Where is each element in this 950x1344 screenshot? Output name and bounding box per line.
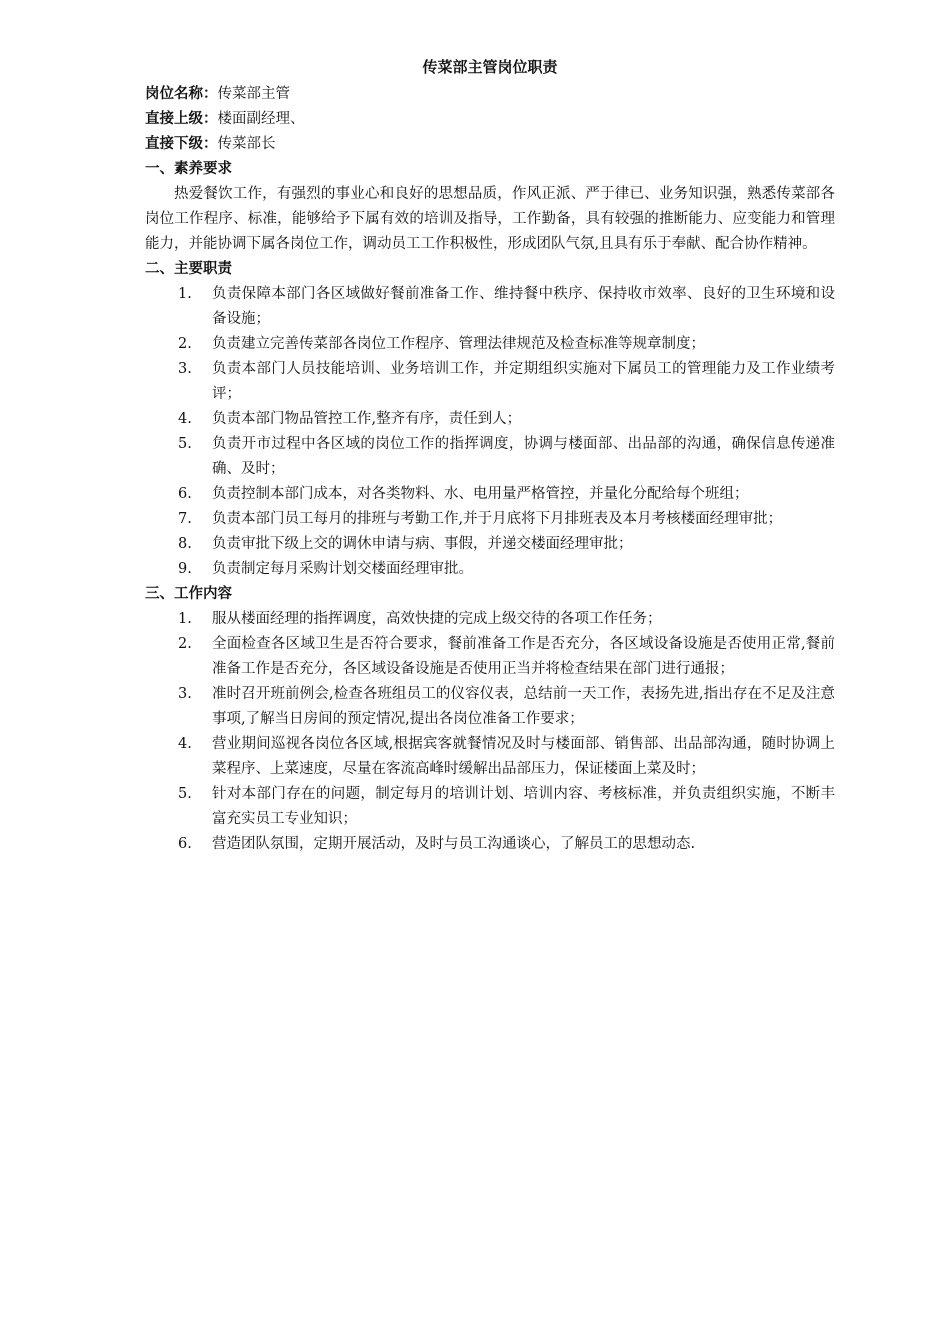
- item-number: 7.: [178, 511, 192, 527]
- meta-direct-subordinate: [145, 132, 835, 157]
- meta-label: 直接下级：: [145, 136, 218, 152]
- list-item: [145, 682, 835, 732]
- responsibilities-list: [145, 282, 835, 582]
- list-item: [145, 557, 835, 582]
- item-number: 4.: [178, 736, 192, 752]
- list-item: [145, 357, 835, 407]
- list-item: [145, 282, 835, 332]
- item-number: 8.: [178, 536, 192, 552]
- item-number: 3.: [178, 686, 192, 702]
- section-heading-work-content: 三、工作内容: [145, 586, 232, 602]
- item-text: 全面检查各区域卫生是否符合要求，餐前准备工作是否充分，各区域设备设施是否使用正常,餐前准备工作是否充分，各区域设备设施是否使用正当并将检查结果在部门进行通报；: [212, 636, 835, 677]
- meta-position-name: [145, 82, 835, 107]
- item-text: 负责制定每月采购计划交楼面经理审批。: [212, 561, 473, 577]
- item-text: 负责本部门人员技能培训、业务培训工作，并定期组织实施对下属员工的管理能力及工作业绩考评；: [212, 361, 835, 402]
- item-number: 5.: [178, 436, 192, 452]
- item-number: 6.: [178, 486, 192, 502]
- list-item: [145, 432, 835, 482]
- item-text: 负责本部门员工每月的排班与考勤工作,并于月底将下月排班表及本月考核楼面经理审批；: [212, 511, 783, 527]
- item-number: 2.: [178, 636, 192, 652]
- item-text: 准时召开班前例会,检查各班组员工的仪容仪表，总结前一天工作，表扬先进,指出存在不足及注意事项,了解当日房间的预定情况,提出各岗位准备工作要求；: [212, 686, 835, 727]
- item-number: 5.: [178, 786, 192, 802]
- item-number: 1.: [178, 611, 192, 627]
- list-item: [145, 632, 835, 682]
- meta-value: 传菜部长: [217, 136, 276, 152]
- item-number: 6.: [178, 836, 192, 852]
- item-number: 2.: [178, 336, 192, 352]
- document-title: 传菜部主管岗位职责: [422, 58, 558, 76]
- qualities-paragraph: 热爱餐饮工作，有强烈的事业心和良好的思想品质，作风正派、严于律已、业务知识强，熟悉传菜部各岗位工作程序、标准，能够给予下属有效的培训及指导，工作勤备，具有较强的推断能力、应变能力和管理能力，并能协调下属各岗位工作，调动员工工作积极性，形成团队气氛,且具有乐于奉献、配合协作精神。: [145, 186, 835, 252]
- meta-value: 楼面副经理、: [217, 111, 305, 127]
- list-item: [145, 332, 835, 357]
- item-text: 针对本部门存在的问题，制定每月的培训计划、培训内容、考核标准，并负责组织实施，不断丰富充实员工专业知识；: [212, 786, 835, 827]
- list-item: [145, 607, 835, 632]
- meta-label: 直接上级：: [145, 111, 218, 127]
- item-text: 服从楼面经理的指挥调度，高效快捷的完成上级交待的各项工作任务；: [212, 611, 662, 627]
- document-page: [145, 56, 835, 857]
- list-item: [145, 482, 835, 507]
- item-number: 3.: [178, 361, 192, 377]
- section-heading-responsibilities: 二、主要职责: [145, 261, 232, 277]
- list-item: [145, 407, 835, 432]
- list-item: [145, 507, 835, 532]
- item-text: 营造团队氛围，定期开展活动，及时与员工沟通谈心，了解员工的思想动态.: [212, 836, 696, 852]
- list-item: [145, 782, 835, 832]
- item-text: 负责保障本部门各区域做好餐前准备工作、维持餐中秩序、保持收市效率、良好的卫生环境和设备设施；: [212, 286, 835, 327]
- list-item: [145, 532, 835, 557]
- list-item: [145, 832, 835, 857]
- section-heading-qualities: 一、素养要求: [145, 161, 232, 177]
- meta-label: 岗位名称：: [145, 86, 218, 102]
- item-number: 9.: [178, 561, 192, 577]
- list-item: [145, 732, 835, 782]
- item-text: 负责审批下级上交的调休申请与病、事假，并递交楼面经理审批；: [212, 536, 633, 552]
- item-text: 负责开市过程中各区域的岗位工作的指挥调度，协调与楼面部、出品部的沟通，确保信息传递准确、及时；: [212, 436, 835, 477]
- item-text: 负责控制本部门成本，对各类物料、水、电用量严格管控，并量化分配给每个班组；: [212, 486, 749, 502]
- meta-direct-superior: [145, 107, 835, 132]
- work-content-list: [145, 607, 835, 857]
- item-text: 负责本部门物品管控工作,整齐有序，责任到人；: [212, 411, 522, 427]
- item-text: 营业期间巡视各岗位各区域,根据宾客就餐情况及时与楼面部、销售部、出品部沟通，随时协调上菜程序、上菜速度，尽量在客流高峰时缓解出品部压力，保证楼面上菜及时；: [212, 736, 835, 777]
- meta-value: 传菜部主管: [217, 86, 290, 102]
- item-number: 4.: [178, 411, 192, 427]
- item-number: 1.: [178, 286, 192, 302]
- item-text: 负责建立完善传菜部各岗位工作程序、管理法律规范及检查标准等规章制度；: [212, 336, 705, 352]
